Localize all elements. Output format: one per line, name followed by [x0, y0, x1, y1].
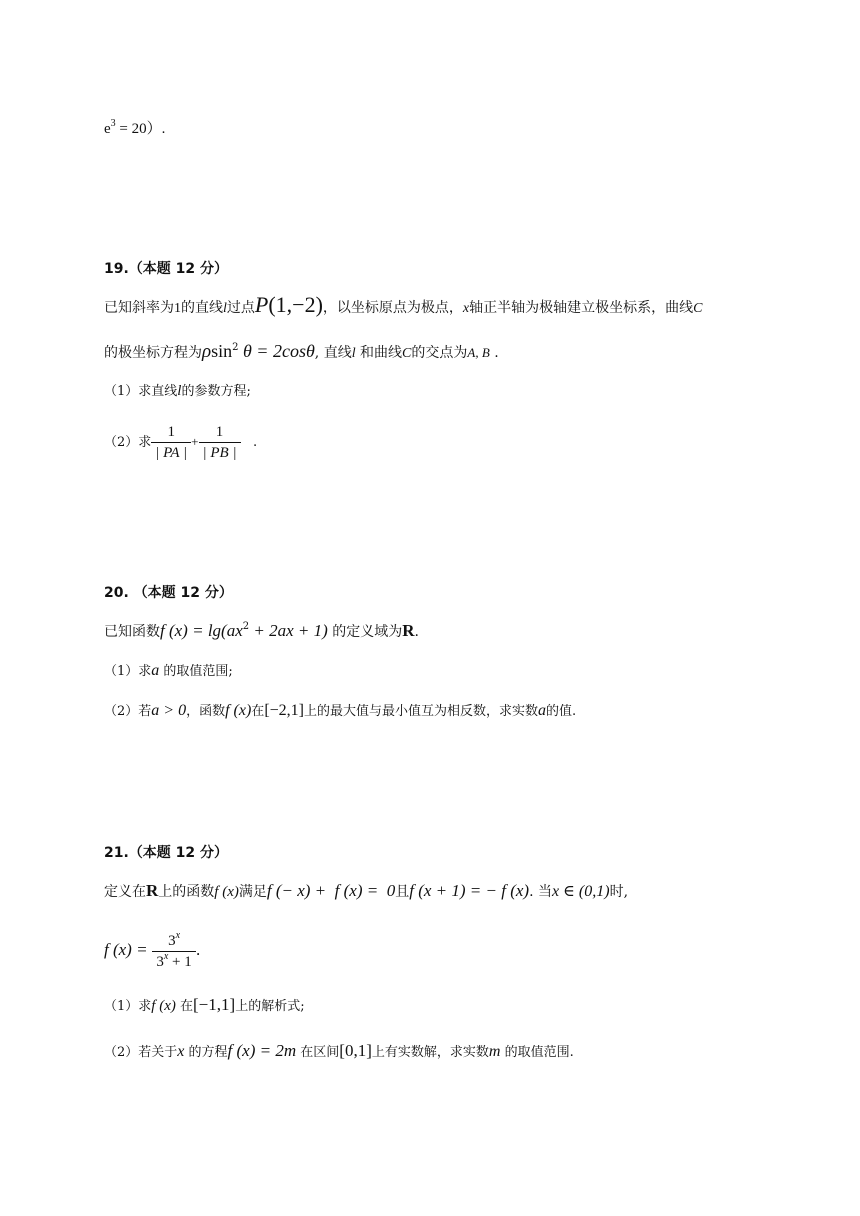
equation: f (x) = 2m	[227, 1041, 297, 1060]
text: 的交点为	[411, 345, 468, 361]
text: 时,	[609, 884, 629, 900]
function-symbol: f (x)	[225, 702, 252, 719]
rho-symbol: ρ	[202, 341, 212, 362]
text: 且	[395, 884, 410, 900]
addend: + 1	[168, 953, 192, 970]
top-fragment	[104, 118, 165, 140]
text: 轴正半轴为极轴建立极坐标系，曲线	[469, 300, 694, 316]
text: 定义在	[104, 884, 146, 900]
function-lhs: f (x) =	[104, 940, 148, 959]
q21-text	[104, 880, 628, 903]
numerator: 1	[215, 424, 224, 440]
a-symbol: a	[151, 662, 160, 679]
text: ，以坐标原点为极点，	[322, 300, 463, 316]
text: （1）求直线	[104, 384, 178, 399]
q19-text-line1	[104, 294, 702, 320]
q21-part2	[104, 1040, 574, 1064]
text: 的直线	[181, 300, 223, 316]
text: （1）求	[104, 664, 152, 679]
real-set: R	[146, 881, 159, 900]
denominator	[152, 951, 195, 972]
point-symbol: P	[254, 292, 269, 317]
q19-part1	[104, 380, 251, 403]
exponent: 2	[242, 621, 250, 632]
function-symbol: f (x)	[151, 998, 176, 1014]
text: 过点	[226, 300, 255, 316]
text: .	[414, 624, 419, 640]
definition-fraction	[152, 931, 195, 972]
condition: x ∈ (0,1)	[551, 883, 610, 900]
interval: [0,1]	[339, 1041, 372, 1060]
text: 的方程	[188, 1045, 228, 1060]
q20-heading: 20. （本题 12 分）	[104, 585, 233, 601]
q19-heading: 19.（本题 12 分）	[104, 261, 229, 277]
text: 在	[180, 999, 194, 1014]
text: （2）若	[104, 704, 152, 719]
e-symbol: e	[104, 121, 111, 137]
sin-symbol: sin	[211, 341, 233, 361]
text: （2）求	[104, 435, 152, 450]
text: 的参数方程;	[181, 384, 251, 399]
slope-value: 1	[174, 301, 181, 316]
text: 上有实数解，求实数	[371, 1045, 489, 1060]
text: 的取值范围;	[163, 664, 233, 679]
fraction-2	[199, 422, 241, 463]
numerator	[152, 931, 195, 951]
interval: [−1,1]	[193, 995, 236, 1014]
polar-equation: θ = 2cosθ	[242, 341, 315, 361]
base: 3	[156, 953, 164, 970]
q20-part1	[104, 660, 233, 683]
text: , 直线	[314, 345, 352, 361]
text: 的定义域为	[332, 624, 403, 640]
exponent: x	[163, 950, 169, 962]
text: 满足	[238, 884, 267, 900]
a-symbol: a	[538, 702, 547, 719]
condition: a > 0	[151, 702, 187, 719]
text: （2）若关于	[104, 1045, 178, 1060]
line-symbol: l	[223, 301, 227, 316]
m-symbol: m	[488, 1043, 501, 1060]
denominator: | PB |	[199, 442, 241, 463]
text: 的取值范围.	[504, 1045, 574, 1060]
exponent: 2	[232, 342, 239, 353]
interval: [−2,1]	[264, 702, 304, 719]
base: 3	[168, 932, 176, 949]
intersection-points: A, B	[467, 345, 490, 360]
x-symbol: x	[462, 301, 470, 316]
exponent: 3	[110, 118, 116, 129]
q21-definition	[104, 928, 201, 972]
function-expr-rest: + 2ax + 1)	[249, 621, 328, 640]
curve-symbol: C	[693, 301, 703, 316]
text: . 当	[529, 884, 552, 900]
q19-text-line2	[104, 340, 499, 365]
q19-part2	[104, 420, 257, 465]
text: 已知函数	[104, 624, 160, 640]
text: 的值.	[546, 704, 577, 719]
text: 和曲线	[360, 345, 403, 361]
denominator: | PA |	[151, 442, 191, 463]
q20-text	[104, 620, 419, 643]
fraction-1	[151, 422, 191, 463]
text: 在	[251, 704, 265, 719]
text: .	[252, 435, 258, 450]
curve-symbol: C	[402, 346, 412, 361]
text: 上的解析式;	[235, 999, 305, 1014]
line-symbol: l	[351, 346, 356, 361]
odd-equation: f (− x) + f (x) = 0	[266, 881, 396, 900]
equation-rhs: = 20	[119, 121, 147, 137]
text: ，函数	[186, 704, 226, 719]
plus-sign: +	[191, 434, 199, 449]
numerator: 1	[167, 424, 175, 440]
text: 的极坐标方程为	[104, 345, 202, 361]
line-symbol: l	[177, 383, 182, 399]
q20-part2	[104, 700, 576, 723]
text: 已知斜率为	[104, 300, 174, 316]
text: 在区间	[300, 1045, 340, 1060]
text: 上的函数	[158, 884, 215, 900]
shift-equation: f (x + 1) = − f (x)	[409, 881, 530, 900]
q21-part1	[104, 994, 305, 1018]
exponent: x	[175, 929, 181, 941]
text: （1）求	[104, 999, 152, 1014]
fragment-tail: ）.	[146, 121, 166, 137]
q21-heading: 21.（本题 12 分）	[104, 845, 229, 861]
real-set: R	[402, 621, 415, 640]
text: .	[494, 345, 499, 361]
x-symbol: x	[177, 1043, 185, 1060]
function-symbol: f (x)	[214, 884, 239, 900]
function-expr: f (x) = lg(ax	[160, 621, 243, 640]
point-coords: (1,−2)	[268, 292, 323, 317]
text: 上的最大值与最小值互为相反数，求实数	[304, 704, 539, 719]
text: .	[195, 941, 201, 959]
